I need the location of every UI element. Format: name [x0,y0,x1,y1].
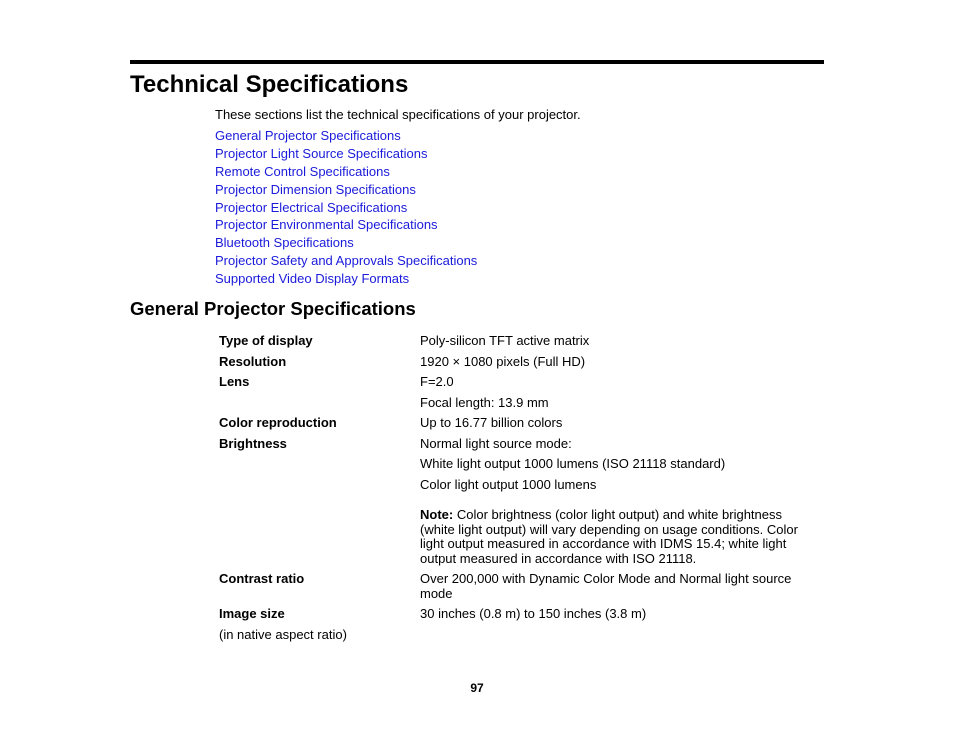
spec-label: Resolution [219,353,287,369]
link-item [215,163,477,181]
spec-row-color-reproduction [219,416,809,437]
spec-label: Image size [219,606,285,621]
spec-label: Contrast ratio [219,571,305,586]
spec-value: Poly-silicon TFT active matrix [420,333,590,348]
spec-value: Over 200,000 with Dynamic Color Mode and Normal light source mode [420,571,792,601]
link-item [215,252,477,270]
spec-label: Lens [219,374,250,389]
spec-row-brightness-note [219,498,809,572]
link-supported-video-formats[interactable]: Supported Video Display Formats [215,271,410,287]
link-light-source-specifications[interactable]: Projector Light Source Specifications [215,145,428,161]
spec-row-lens-cont [219,396,809,417]
spec-row-type-of-display [219,334,809,355]
spec-label: Color reproduction [219,415,337,430]
note-text [420,498,809,572]
link-item [215,181,477,199]
spec-row-brightness [219,437,809,458]
section-link-list [215,127,477,288]
spec-row-brightness-cont [219,478,809,499]
link-item [215,145,477,163]
page-number: 97 [470,681,484,695]
link-remote-control-specifications[interactable]: Remote Control Specifications [215,163,390,179]
spec-row-image-size-sub [219,628,809,649]
link-item [215,234,477,252]
spec-row-contrast-ratio [219,572,809,607]
spec-value: F=2.0 [420,374,454,389]
spec-sub-label: (in native aspect ratio) [219,626,347,642]
header-rule [130,60,824,64]
spec-value: Focal length: 13.9 mm [420,394,549,410]
spec-value: 30 inches (0.8 m) to 150 inches (3.8 m) [420,606,647,621]
link-item [215,270,477,288]
link-item [215,127,477,145]
spec-label: Brightness [219,435,287,451]
link-item [215,199,477,217]
section-title: General Projector Specifications [130,298,416,319]
spec-value: Color light output 1000 lumens [420,476,597,492]
page-title: Technical Specifications [130,71,409,98]
link-safety-approvals-specifications[interactable]: Projector Safety and Approvals Specifications [215,253,478,269]
intro-text: These sections list the technical specifications of your projector. [215,107,581,122]
link-general-projector-specifications[interactable]: General Projector Specifications [215,128,401,143]
spec-value: Normal light source mode: [420,435,572,451]
link-bluetooth-specifications[interactable]: Bluetooth Specifications [215,235,354,251]
spec-row-image-size [219,607,809,628]
spec-row-lens [219,375,809,396]
link-dimension-specifications[interactable]: Projector Dimension Specifications [215,181,416,197]
spec-row-resolution [219,355,809,376]
spec-label: Type of display [219,333,313,348]
link-electrical-specifications[interactable]: Projector Electrical Specifications [215,199,408,215]
spec-table [219,334,809,648]
note-label: Note: [420,507,454,522]
link-environmental-specifications[interactable]: Projector Environmental Specifications [215,217,438,233]
link-item [215,216,477,234]
spec-value: Up to 16.77 billion colors [420,415,563,430]
spec-value: White light output 1000 lumens (ISO 21118 standard) [420,456,726,471]
spec-value: 1920 × 1080 pixels (Full HD) [420,353,586,369]
note-body: Color brightness (color light output) and white brightness (white light output) will vary depending on usage conditions. Color light output measured in accordance with IDMS 15.4; white light output measured in accordance with ISO 21118. [420,507,798,566]
spec-row-brightness-cont [219,457,809,478]
